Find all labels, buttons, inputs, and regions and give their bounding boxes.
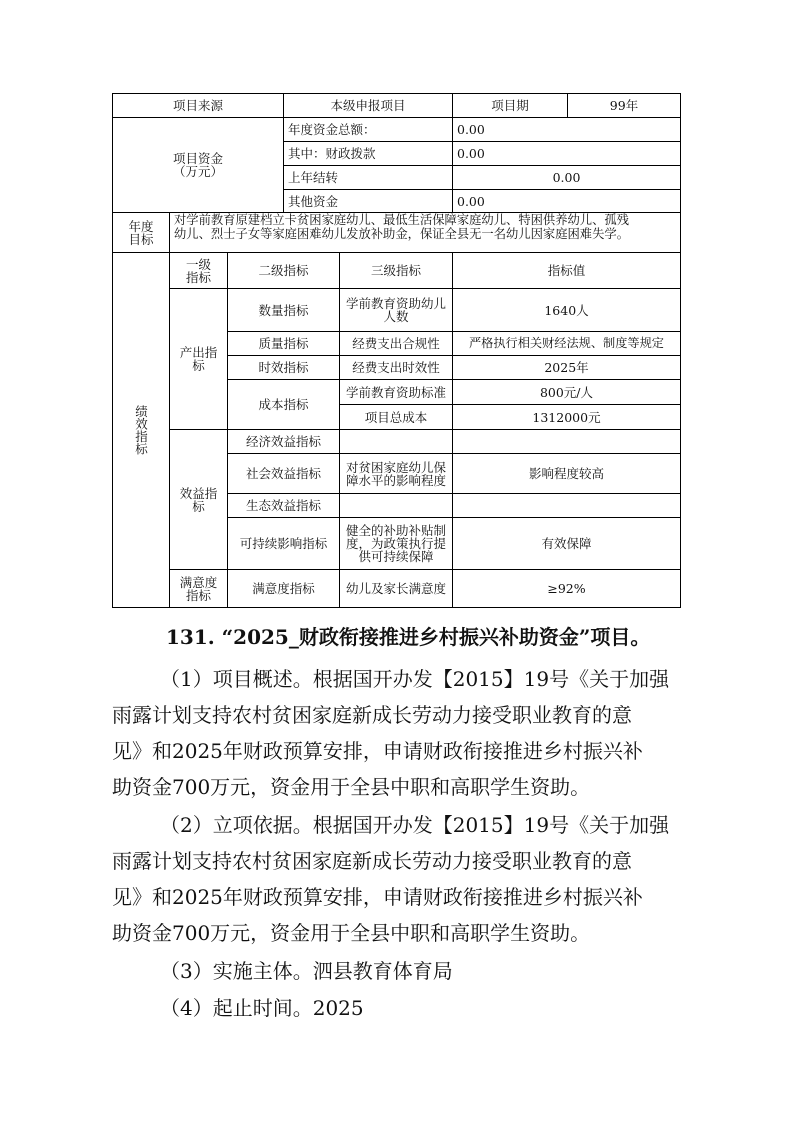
period-value: 99年 bbox=[568, 93, 681, 118]
funds-label: 项目资金 bbox=[172, 151, 223, 166]
funds-total-label: 年度资金总额： bbox=[284, 118, 453, 142]
output-l2: 时效指标 bbox=[228, 356, 340, 380]
funds-carryover-label: 上年结转 bbox=[284, 166, 453, 190]
output-l2: 质量指标 bbox=[228, 332, 340, 356]
output-l3: 项目总成本 bbox=[340, 405, 453, 430]
satisfaction-value: ≥92% bbox=[453, 570, 681, 608]
perf-label-cell bbox=[112, 253, 170, 608]
body-line: （3）实施主体。泗县教育体育局 bbox=[160, 959, 453, 983]
body-line: （4）起止时间。2025 bbox=[160, 996, 364, 1020]
output-value: 严格执行相关财经法规、制度等规定 bbox=[453, 332, 681, 356]
benefit-l2: 可持续影响指标 bbox=[228, 518, 340, 570]
body-line: 见》和2025年财政预算安排，申请财政衔接推进乡村振兴补 bbox=[112, 739, 643, 763]
benefit-label: 效益指 标 bbox=[170, 430, 228, 570]
goal-label-1: 年度 bbox=[128, 218, 154, 234]
body-line: 见》和2025年财政预算安排，申请财政衔接推进乡村振兴补 bbox=[112, 885, 643, 909]
header-value: 指标值 bbox=[453, 253, 681, 289]
output-l3: 学前教育资助幼儿 人数 bbox=[340, 289, 453, 332]
benefit-l2: 生态效益指标 bbox=[228, 494, 340, 518]
satisfaction-l3: 幼儿及家长满意度 bbox=[340, 570, 453, 608]
output-l3: 学前教育资助标准 bbox=[340, 380, 453, 405]
benefit-value: 有效保障 bbox=[453, 518, 681, 570]
funds-unit: （万元） bbox=[172, 164, 223, 179]
period-label: 项目期 bbox=[453, 93, 568, 118]
funds-other-value: 0.00 bbox=[453, 190, 681, 213]
body-line: （2）立项依据。根据国开办发【2015】19号《关于加强 bbox=[160, 813, 670, 837]
body-line: 助资金700万元，资金用于全县中职和高职学生资助。 bbox=[112, 775, 591, 799]
output-l2: 数量指标 bbox=[228, 289, 340, 332]
benefit-l2: 经济效益指标 bbox=[228, 430, 340, 454]
funds-carryover-value: 0.00 bbox=[453, 166, 681, 190]
performance-table bbox=[112, 93, 681, 608]
funds-fiscal-value: 0.00 bbox=[453, 142, 681, 166]
source-value: 本级申报项目 bbox=[284, 93, 453, 118]
funds-other-label: 其他资金 bbox=[284, 190, 453, 213]
benefit-value bbox=[453, 494, 681, 518]
source-label: 项目来源 bbox=[112, 93, 284, 118]
body-line: （1）项目概述。根据国开办发【2015】19号《关于加强 bbox=[160, 667, 670, 691]
goal-text-1: 对学前教育原建档立卡贫困家庭幼儿、最低生活保障家庭幼儿、特困供养幼儿、孤残 bbox=[174, 213, 629, 227]
header-level3: 三级指标 bbox=[340, 253, 453, 289]
benefit-l3 bbox=[340, 494, 453, 518]
output-value: 2025年 bbox=[453, 356, 681, 380]
header-level2: 二级指标 bbox=[228, 253, 340, 289]
benefit-l3: 对贫困家庭幼儿保 障水平的影响程度 bbox=[340, 454, 453, 494]
funds-fiscal-label: 其中：财政拨款 bbox=[284, 142, 453, 166]
header-level1: 一级 指标 bbox=[170, 253, 228, 289]
benefit-value bbox=[453, 430, 681, 454]
output-value: 1312000元 bbox=[453, 405, 681, 430]
output-l2: 成本指标 bbox=[228, 380, 340, 430]
benefit-l2: 社会效益指标 bbox=[228, 454, 340, 494]
benefit-l3 bbox=[340, 430, 453, 454]
funds-total-value: 0.00 bbox=[453, 118, 681, 142]
output-l3: 经费支出合规性 bbox=[340, 332, 453, 356]
benefit-value: 影响程度较高 bbox=[453, 454, 681, 494]
body-line: 助资金700万元，资金用于全县中职和高职学生资助。 bbox=[112, 921, 591, 945]
output-value: 800元/人 bbox=[453, 380, 681, 405]
section-heading: 131. “2025_财政衔接推进乡村振兴补助资金”项目。 bbox=[166, 625, 651, 649]
satisfaction-label: 满意度 指标 bbox=[170, 570, 228, 608]
output-value: 1640人 bbox=[453, 289, 681, 332]
output-l3: 经费支出时效性 bbox=[340, 356, 453, 380]
benefit-l3: 健全的补助补贴制 度，为政策执行提 供可持续保障 bbox=[340, 518, 453, 570]
goal-text-2: 幼儿、烈士子女等家庭困难幼儿发放补助金，保证全县无一名幼儿因家庭困难失学。 bbox=[174, 227, 629, 241]
goal-label-cell bbox=[112, 213, 170, 253]
goal-text-cell bbox=[170, 213, 681, 253]
body-line: 雨露计划支持农村贫困家庭新成长劳动力接受职业教育的意 bbox=[112, 703, 632, 727]
output-label: 产出指 标 bbox=[170, 289, 228, 430]
funds-label-cell bbox=[112, 118, 284, 213]
goal-label-2: 目标 bbox=[128, 231, 154, 247]
perf-label: 绩效指标 bbox=[133, 405, 149, 455]
body-line: 雨露计划支持农村贫困家庭新成长劳动力接受职业教育的意 bbox=[112, 849, 632, 873]
satisfaction-l2: 满意度指标 bbox=[228, 570, 340, 608]
